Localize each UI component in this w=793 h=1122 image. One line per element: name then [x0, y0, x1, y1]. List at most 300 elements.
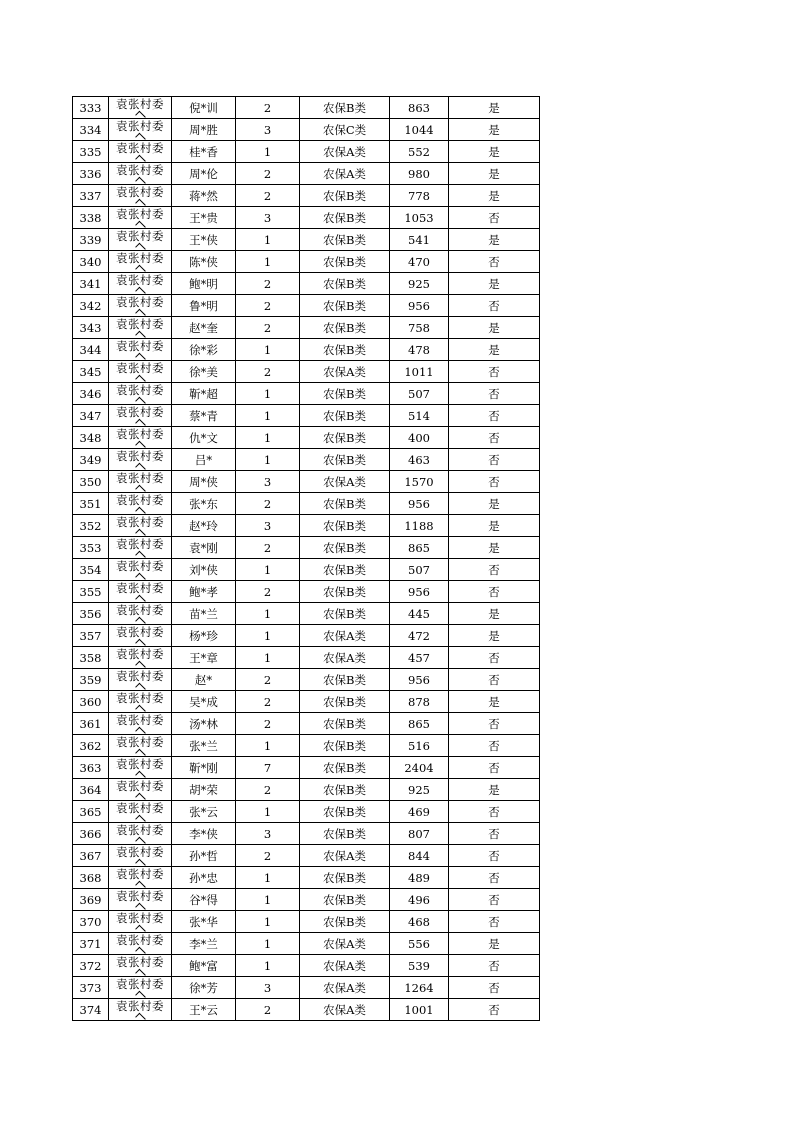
row-number-cell: 354: [73, 559, 109, 581]
village-label: 袁张村委: [116, 757, 164, 771]
village-label: 袁张村委: [116, 999, 164, 1013]
insurance-type-cell: 农保B类: [300, 251, 390, 273]
insurance-type-cell: 农保A类: [300, 141, 390, 163]
insurance-type-cell: 农保A类: [300, 977, 390, 999]
cell-overflow-mark: [135, 837, 146, 845]
village-label: 袁张村委: [116, 141, 164, 155]
amount-cell: 2404: [390, 757, 449, 779]
village-cell: [109, 845, 172, 867]
name-cell: 倪*训: [172, 97, 236, 119]
village-label: 袁张村委: [116, 119, 164, 133]
cell-overflow-mark: [135, 639, 146, 647]
status-cell: 否: [449, 801, 540, 823]
name-cell: 苗*兰: [172, 603, 236, 625]
row-number-cell: 338: [73, 207, 109, 229]
status-cell: 否: [449, 889, 540, 911]
amount-cell: 556: [390, 933, 449, 955]
village-label: 袁张村委: [116, 955, 164, 969]
table-row: [73, 317, 540, 339]
table-row: [73, 779, 540, 801]
village-label: 袁张村委: [116, 361, 164, 375]
table-row: [73, 647, 540, 669]
household-size-cell: 3: [236, 471, 300, 493]
name-cell: 吕*: [172, 449, 236, 471]
cell-overflow-mark: [135, 551, 146, 559]
amount-cell: 539: [390, 955, 449, 977]
cell-overflow-mark: [135, 749, 146, 757]
village-cell: [109, 867, 172, 889]
village-cell: [109, 251, 172, 273]
cell-overflow-mark: [135, 309, 146, 317]
village-cell: [109, 427, 172, 449]
insurance-type-cell: 农保B类: [300, 207, 390, 229]
row-number-cell: 334: [73, 119, 109, 141]
household-size-cell: 1: [236, 559, 300, 581]
name-cell: 张*东: [172, 493, 236, 515]
name-cell: 孙*忠: [172, 867, 236, 889]
village-label: 袁张村委: [116, 493, 164, 507]
name-cell: 周*伦: [172, 163, 236, 185]
insurance-type-cell: 农保A类: [300, 471, 390, 493]
name-cell: 徐*彩: [172, 339, 236, 361]
amount-cell: 489: [390, 867, 449, 889]
insurance-type-cell: 农保B类: [300, 779, 390, 801]
row-number-cell: 370: [73, 911, 109, 933]
table-row: [73, 537, 540, 559]
cell-overflow-mark: [135, 793, 146, 801]
row-number-cell: 358: [73, 647, 109, 669]
amount-cell: 468: [390, 911, 449, 933]
village-cell: [109, 713, 172, 735]
status-cell: 是: [449, 185, 540, 207]
village-label: 袁张村委: [116, 779, 164, 793]
name-cell: 靳*超: [172, 383, 236, 405]
insurance-type-cell: 农保A类: [300, 955, 390, 977]
village-label: 袁张村委: [116, 801, 164, 815]
household-size-cell: 2: [236, 845, 300, 867]
row-number-cell: 368: [73, 867, 109, 889]
insurance-type-cell: 农保B类: [300, 537, 390, 559]
table-row: [73, 273, 540, 295]
household-size-cell: 1: [236, 229, 300, 251]
status-cell: 否: [449, 999, 540, 1021]
village-label: 袁张村委: [116, 889, 164, 903]
status-cell: 是: [449, 515, 540, 537]
village-cell: [109, 625, 172, 647]
village-cell: [109, 977, 172, 999]
status-cell: 否: [449, 427, 540, 449]
household-size-cell: 2: [236, 163, 300, 185]
village-cell: [109, 229, 172, 251]
cell-overflow-mark: [135, 463, 146, 471]
name-cell: 王*侠: [172, 229, 236, 251]
status-cell: 否: [449, 449, 540, 471]
status-cell: 否: [449, 977, 540, 999]
cell-overflow-mark: [135, 529, 146, 537]
village-cell: [109, 779, 172, 801]
status-cell: 否: [449, 735, 540, 757]
amount-cell: 844: [390, 845, 449, 867]
cell-overflow-mark: [135, 705, 146, 713]
table-row: [73, 911, 540, 933]
status-cell: 否: [449, 713, 540, 735]
cell-overflow-mark: [135, 507, 146, 515]
household-size-cell: 2: [236, 581, 300, 603]
household-size-cell: 1: [236, 955, 300, 977]
household-size-cell: 1: [236, 933, 300, 955]
amount-cell: 878: [390, 691, 449, 713]
status-cell: 否: [449, 559, 540, 581]
table-row: [73, 955, 540, 977]
status-cell: 否: [449, 911, 540, 933]
insurance-type-cell: 农保B类: [300, 911, 390, 933]
household-size-cell: 1: [236, 339, 300, 361]
status-cell: 是: [449, 625, 540, 647]
name-cell: 谷*得: [172, 889, 236, 911]
village-label: 袁张村委: [116, 295, 164, 309]
amount-cell: 470: [390, 251, 449, 273]
village-cell: [109, 757, 172, 779]
name-cell: 孙*哲: [172, 845, 236, 867]
name-cell: 靳*刚: [172, 757, 236, 779]
status-cell: 是: [449, 933, 540, 955]
village-cell: [109, 295, 172, 317]
status-cell: 否: [449, 823, 540, 845]
status-cell: 是: [449, 317, 540, 339]
village-label: 袁张村委: [116, 867, 164, 881]
village-cell: [109, 691, 172, 713]
cell-overflow-mark: [135, 331, 146, 339]
cell-overflow-mark: [135, 265, 146, 273]
name-cell: 周*侠: [172, 471, 236, 493]
cell-overflow-mark: [135, 485, 146, 493]
name-cell: 袁*刚: [172, 537, 236, 559]
cell-overflow-mark: [135, 991, 146, 999]
table-row: [73, 559, 540, 581]
insurance-type-cell: 农保A类: [300, 647, 390, 669]
amount-cell: 778: [390, 185, 449, 207]
cell-overflow-mark: [135, 727, 146, 735]
table-row: [73, 845, 540, 867]
insurance-type-cell: 农保B类: [300, 691, 390, 713]
amount-cell: 1044: [390, 119, 449, 141]
row-number-cell: 363: [73, 757, 109, 779]
amount-cell: 807: [390, 823, 449, 845]
village-cell: [109, 559, 172, 581]
village-label: 袁张村委: [116, 933, 164, 947]
amount-cell: 1053: [390, 207, 449, 229]
cell-overflow-mark: [135, 243, 146, 251]
status-cell: 否: [449, 383, 540, 405]
village-label: 袁张村委: [116, 537, 164, 551]
amount-cell: 478: [390, 339, 449, 361]
row-number-cell: 351: [73, 493, 109, 515]
insurance-type-cell: 农保B类: [300, 185, 390, 207]
table-row: [73, 757, 540, 779]
household-size-cell: 2: [236, 999, 300, 1021]
row-number-cell: 337: [73, 185, 109, 207]
name-cell: 仇*文: [172, 427, 236, 449]
status-cell: 否: [449, 207, 540, 229]
amount-cell: 925: [390, 779, 449, 801]
village-label: 袁张村委: [116, 185, 164, 199]
table-row: [73, 339, 540, 361]
row-number-cell: 339: [73, 229, 109, 251]
name-cell: 徐*芳: [172, 977, 236, 999]
amount-cell: 514: [390, 405, 449, 427]
village-cell: [109, 449, 172, 471]
row-number-cell: 373: [73, 977, 109, 999]
table-row: [73, 207, 540, 229]
village-cell: [109, 889, 172, 911]
row-number-cell: 352: [73, 515, 109, 537]
village-cell: [109, 823, 172, 845]
name-cell: 吴*成: [172, 691, 236, 713]
amount-cell: 463: [390, 449, 449, 471]
table-row: [73, 713, 540, 735]
amount-cell: 956: [390, 581, 449, 603]
table-row: [73, 581, 540, 603]
household-size-cell: 3: [236, 207, 300, 229]
household-size-cell: 1: [236, 141, 300, 163]
household-size-cell: 2: [236, 493, 300, 515]
village-label: 袁张村委: [116, 823, 164, 837]
household-size-cell: 1: [236, 647, 300, 669]
village-label: 袁张村委: [116, 581, 164, 595]
household-size-cell: 3: [236, 119, 300, 141]
cell-overflow-mark: [135, 353, 146, 361]
row-number-cell: 341: [73, 273, 109, 295]
row-number-cell: 343: [73, 317, 109, 339]
insurance-type-cell: 农保B类: [300, 273, 390, 295]
insurance-type-cell: 农保B类: [300, 229, 390, 251]
table-row: [73, 97, 540, 119]
village-cell: [109, 119, 172, 141]
amount-cell: 980: [390, 163, 449, 185]
name-cell: 张*兰: [172, 735, 236, 757]
cell-overflow-mark: [135, 221, 146, 229]
insurance-type-cell: 农保B类: [300, 889, 390, 911]
village-cell: [109, 317, 172, 339]
row-number-cell: 364: [73, 779, 109, 801]
row-number-cell: 367: [73, 845, 109, 867]
table-row: [73, 999, 540, 1021]
cell-overflow-mark: [135, 683, 146, 691]
amount-cell: 956: [390, 669, 449, 691]
household-size-cell: 2: [236, 97, 300, 119]
village-label: 袁张村委: [116, 471, 164, 485]
insurance-type-cell: 农保B类: [300, 603, 390, 625]
village-cell: [109, 361, 172, 383]
village-cell: [109, 581, 172, 603]
insurance-type-cell: 农保B类: [300, 97, 390, 119]
table-row: [73, 361, 540, 383]
village-label: 袁张村委: [116, 273, 164, 287]
table-row: [73, 449, 540, 471]
status-cell: 否: [449, 251, 540, 273]
amount-cell: 507: [390, 559, 449, 581]
cell-overflow-mark: [135, 419, 146, 427]
status-cell: 是: [449, 163, 540, 185]
amount-cell: 507: [390, 383, 449, 405]
row-number-cell: 371: [73, 933, 109, 955]
name-cell: 蒋*然: [172, 185, 236, 207]
cell-overflow-mark: [135, 947, 146, 955]
household-size-cell: 1: [236, 625, 300, 647]
row-number-cell: 361: [73, 713, 109, 735]
cell-overflow-mark: [135, 859, 146, 867]
name-cell: 陈*侠: [172, 251, 236, 273]
name-cell: 赵*: [172, 669, 236, 691]
row-number-cell: 347: [73, 405, 109, 427]
household-size-cell: 2: [236, 779, 300, 801]
name-cell: 张*云: [172, 801, 236, 823]
insurance-type-cell: 农保B类: [300, 317, 390, 339]
village-cell: [109, 493, 172, 515]
village-cell: [109, 383, 172, 405]
household-size-cell: 2: [236, 691, 300, 713]
row-number-cell: 355: [73, 581, 109, 603]
name-cell: 杨*珍: [172, 625, 236, 647]
amount-cell: 1264: [390, 977, 449, 999]
cell-overflow-mark: [135, 375, 146, 383]
household-size-cell: 1: [236, 889, 300, 911]
village-cell: [109, 911, 172, 933]
name-cell: 鲍*富: [172, 955, 236, 977]
insurance-type-cell: 农保B类: [300, 823, 390, 845]
table-row: [73, 977, 540, 999]
row-number-cell: 362: [73, 735, 109, 757]
village-label: 袁张村委: [116, 97, 164, 111]
row-number-cell: 359: [73, 669, 109, 691]
village-label: 袁张村委: [116, 405, 164, 419]
status-cell: 否: [449, 295, 540, 317]
village-label: 袁张村委: [116, 713, 164, 727]
name-cell: 赵*奎: [172, 317, 236, 339]
table-row: [73, 801, 540, 823]
village-cell: [109, 207, 172, 229]
table-body: [73, 97, 540, 1021]
insurance-type-cell: 农保A类: [300, 625, 390, 647]
household-size-cell: 1: [236, 251, 300, 273]
village-cell: [109, 141, 172, 163]
village-cell: [109, 735, 172, 757]
name-cell: 鲍*明: [172, 273, 236, 295]
village-label: 袁张村委: [116, 207, 164, 221]
table-row: [73, 889, 540, 911]
status-cell: 否: [449, 845, 540, 867]
row-number-cell: 335: [73, 141, 109, 163]
amount-cell: 956: [390, 295, 449, 317]
beneficiary-table: [72, 96, 540, 1021]
amount-cell: 516: [390, 735, 449, 757]
cell-overflow-mark: [135, 617, 146, 625]
cell-overflow-mark: [135, 155, 146, 163]
village-cell: [109, 273, 172, 295]
name-cell: 王*章: [172, 647, 236, 669]
name-cell: 李*侠: [172, 823, 236, 845]
status-cell: 否: [449, 867, 540, 889]
household-size-cell: 1: [236, 735, 300, 757]
insurance-type-cell: 农保B类: [300, 339, 390, 361]
cell-overflow-mark: [135, 925, 146, 933]
insurance-type-cell: 农保B类: [300, 867, 390, 889]
village-label: 袁张村委: [116, 383, 164, 397]
name-cell: 鲁*明: [172, 295, 236, 317]
name-cell: 汤*林: [172, 713, 236, 735]
table-row: [73, 427, 540, 449]
village-cell: [109, 471, 172, 493]
table-row: [73, 933, 540, 955]
status-cell: 否: [449, 361, 540, 383]
village-cell: [109, 97, 172, 119]
amount-cell: 925: [390, 273, 449, 295]
insurance-type-cell: 农保B类: [300, 449, 390, 471]
household-size-cell: 3: [236, 823, 300, 845]
insurance-type-cell: 农保B类: [300, 427, 390, 449]
row-number-cell: 350: [73, 471, 109, 493]
status-cell: 是: [449, 119, 540, 141]
amount-cell: 469: [390, 801, 449, 823]
household-size-cell: 2: [236, 185, 300, 207]
table-row: [73, 603, 540, 625]
amount-cell: 865: [390, 537, 449, 559]
table-row: [73, 185, 540, 207]
table-row: [73, 625, 540, 647]
household-size-cell: 2: [236, 317, 300, 339]
village-label: 袁张村委: [116, 163, 164, 177]
cell-overflow-mark: [135, 441, 146, 449]
household-size-cell: 1: [236, 383, 300, 405]
amount-cell: 956: [390, 493, 449, 515]
status-cell: 是: [449, 603, 540, 625]
cell-overflow-mark: [135, 133, 146, 141]
village-cell: [109, 801, 172, 823]
insurance-type-cell: 农保B类: [300, 383, 390, 405]
village-label: 袁张村委: [116, 317, 164, 331]
row-number-cell: 348: [73, 427, 109, 449]
village-label: 袁张村委: [116, 845, 164, 859]
table-row: [73, 229, 540, 251]
household-size-cell: 1: [236, 801, 300, 823]
table-row: [73, 735, 540, 757]
amount-cell: 457: [390, 647, 449, 669]
insurance-type-cell: 农保B类: [300, 669, 390, 691]
row-number-cell: 336: [73, 163, 109, 185]
amount-cell: 1570: [390, 471, 449, 493]
insurance-type-cell: 农保A类: [300, 845, 390, 867]
status-cell: 否: [449, 669, 540, 691]
cell-overflow-mark: [135, 287, 146, 295]
name-cell: 鲍*孝: [172, 581, 236, 603]
household-size-cell: 3: [236, 515, 300, 537]
name-cell: 张*华: [172, 911, 236, 933]
household-size-cell: 2: [236, 669, 300, 691]
cell-overflow-mark: [135, 573, 146, 581]
row-number-cell: 366: [73, 823, 109, 845]
cell-overflow-mark: [135, 1013, 146, 1021]
village-label: 袁张村委: [116, 735, 164, 749]
village-cell: [109, 647, 172, 669]
table-row: [73, 823, 540, 845]
cell-overflow-mark: [135, 903, 146, 911]
name-cell: 胡*荣: [172, 779, 236, 801]
village-label: 袁张村委: [116, 559, 164, 573]
insurance-type-cell: 农保C类: [300, 119, 390, 141]
village-label: 袁张村委: [116, 977, 164, 991]
household-size-cell: 2: [236, 295, 300, 317]
household-size-cell: 1: [236, 867, 300, 889]
